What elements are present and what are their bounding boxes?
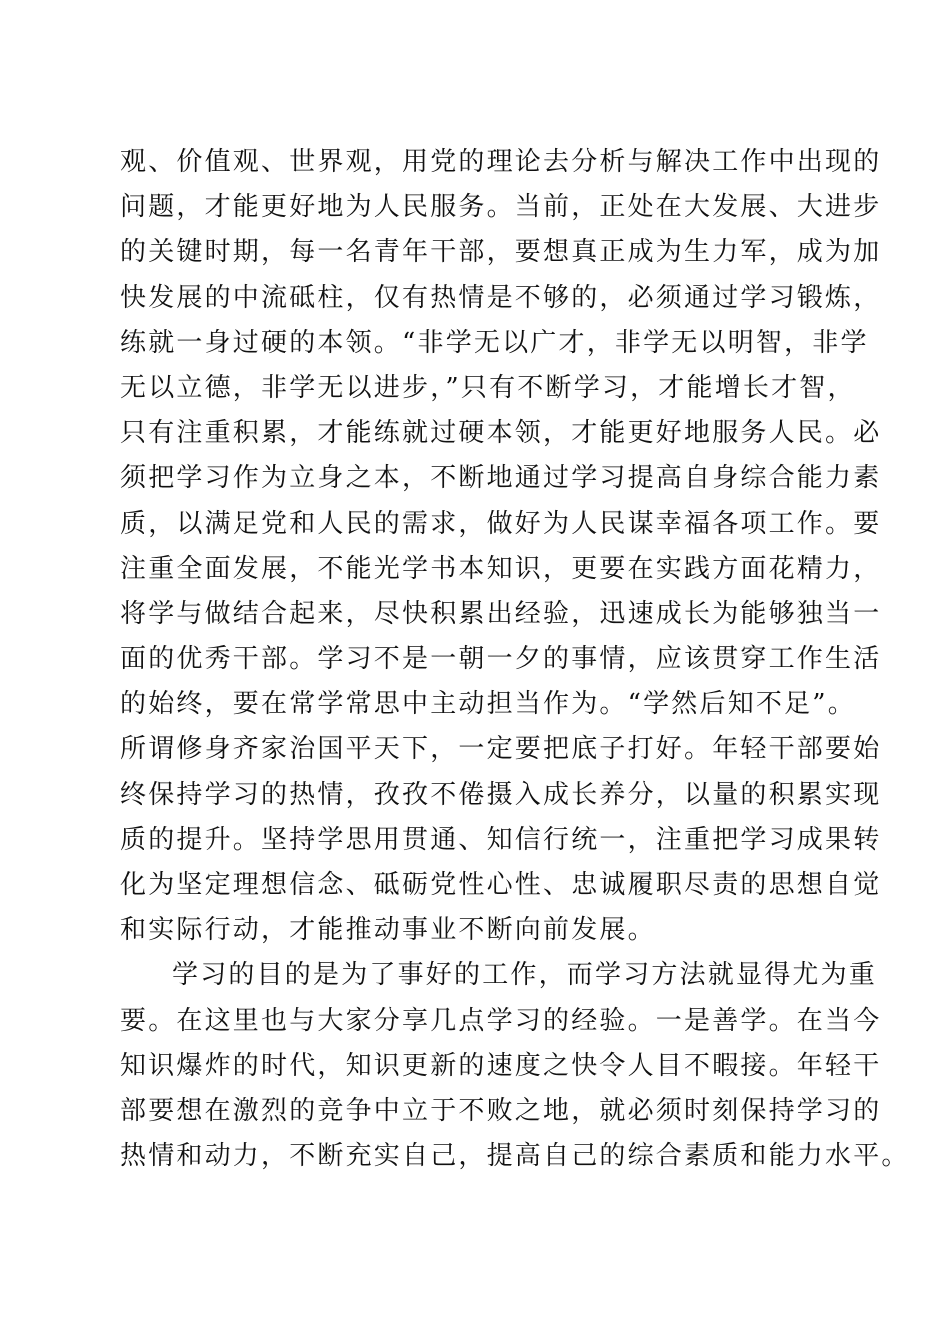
text-line: 所谓修身齐家治国平天下，一定要把底子打好。年轻干部要始 bbox=[120, 734, 882, 765]
text-line: 学习的目的是为了事好的工作，而学习方法就显得尤为重 bbox=[172, 960, 878, 991]
text-line: 注重全面发展，不能光学书本知识，更要在实践方面花精力， bbox=[120, 553, 882, 584]
text-line: 观、价值观、世界观，用党的理论去分析与解决工作中出现的 bbox=[120, 147, 882, 177]
text-line: 部要想在激烈的竞争中立于不败之地，就必须时刻保持学习的 bbox=[120, 1095, 882, 1126]
text-line: 质的提升。坚持学思用贯通、知信行统一，注重把学习成果转 bbox=[120, 824, 882, 855]
text-line: 和实际行动，才能推动事业不断向前发展。 bbox=[120, 915, 656, 946]
text-line: 无以立德，非学无以进步，”只有不断学习，才能增长才智， bbox=[120, 372, 856, 403]
text-line: 化为坚定理想信念、砥砺党性心性、忠诚履职尽责的思想自觉 bbox=[120, 870, 882, 900]
text-line: 要。在这里也与大家分享几点学习的经验。一是善学。在当今 bbox=[120, 1005, 882, 1036]
text-line: 终保持学习的热情，孜孜不倦摄入成长养分，以量的积累实现 bbox=[120, 779, 882, 810]
text-line: 质，以满足党和人民的需求，做好为人民谋幸福各项工作。要 bbox=[120, 508, 882, 539]
text-line: 问题，才能更好地为人民服务。当前，正处在大发展、大进步 bbox=[120, 192, 882, 223]
text-line: 热情和动力，不断充实自己，提高自己的综合素质和能力水平。 bbox=[120, 1141, 910, 1172]
text-line: 的始终，要在常学常思中主动担当作为。“学然后知不足”。 bbox=[120, 689, 856, 720]
text-line: 面的优秀干部。学习不是一朝一夕的事情，应该贯穿工作生活 bbox=[120, 644, 882, 675]
body-text bbox=[120, 140, 910, 1179]
text-line: 将学与做结合起来，尽快积累出经验，迅速成长为能够独当一 bbox=[120, 598, 882, 629]
paragraph bbox=[120, 140, 882, 953]
text-line: 只有注重积累，才能练就过硬本领，才能更好地服务人民。必 bbox=[120, 418, 882, 449]
paragraph bbox=[120, 953, 910, 1179]
text-line: 快发展的中流砥柱，仅有热情是不够的，必须通过学习锻炼， bbox=[120, 282, 882, 313]
text-line: 知识爆炸的时代，知识更新的速度之快令人目不暇接。年轻干 bbox=[120, 1050, 882, 1081]
text-line: 的关键时期，每一名青年干部，要想真正成为生力军，成为加 bbox=[120, 237, 882, 268]
text-line: 练就一身过硬的本领。“非学无以广才，非学无以明智，非学 bbox=[120, 327, 869, 358]
text-line: 须把学习作为立身之本，不断地通过学习提高自身综合能力素 bbox=[120, 463, 882, 494]
